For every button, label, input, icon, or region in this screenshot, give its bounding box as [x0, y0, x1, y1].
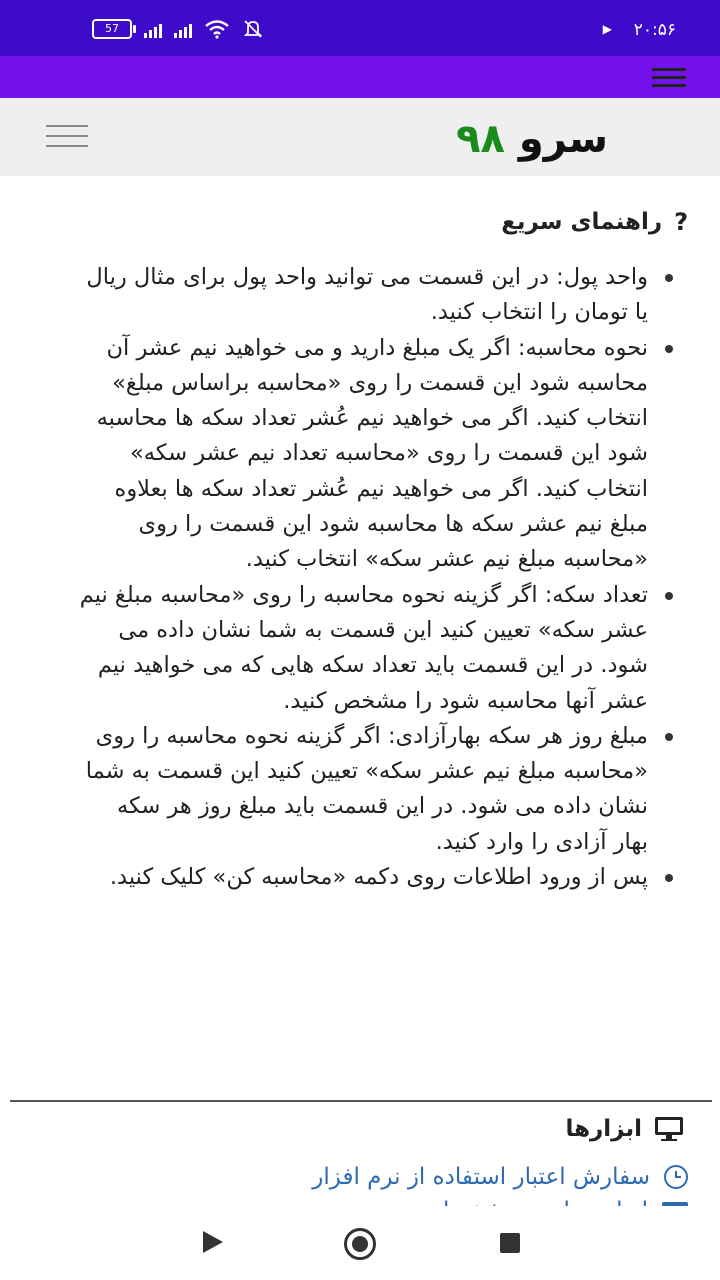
recent-apps-icon[interactable] [500, 1233, 520, 1253]
battery-level: 57 [105, 22, 119, 35]
guide-title: راهنمای سریع [501, 209, 663, 235]
signal-icon-2 [174, 20, 192, 38]
guide-item-calc-method: نحوه محاسبه: اگر یک مبلغ دارید و می خواهید نیم عشر آن محاسبه شود این قسمت را روی «محاسبه براساس مبلغ» انتخاب کنید. اگر می خواهید نیم عُشر تعداد سکه ها محاسبه شود این قسمت را روی «محاسبه تعداد نیم عشر سکه» انتخاب کنید. اگر می خواهید نیم عُشر تعداد سکه ها بعلاوه مبلغ نیم عشر سکه ها محاسبه شود این قسمت را روی «محاسبه مبلغ نیم عشر سکه» انتخاب کنید. [78, 331, 648, 578]
site-logo[interactable] [456, 116, 608, 162]
guide-item-currency: واحد پول: در این قسمت می توانید واحد پول برای مثال ریال یا تومان را انتخاب کنید. [78, 260, 648, 331]
question-icon: ? [674, 208, 688, 236]
site-header [0, 98, 720, 177]
clock-icon [664, 1165, 688, 1189]
app-bar [0, 56, 720, 98]
monitor-icon [654, 1116, 684, 1142]
back-icon[interactable] [203, 1231, 223, 1253]
section-divider [10, 1100, 712, 1102]
status-time: ۲۰:۵۶ [633, 20, 676, 40]
signal-icon [144, 20, 162, 38]
media-play-icon: ▶ [602, 22, 612, 36]
system-nav-bar [0, 1206, 720, 1280]
home-icon[interactable] [344, 1228, 376, 1260]
status-icons [92, 18, 264, 40]
tool-link-label: سفارش اعتبار استفاده از نرم افزار [312, 1164, 650, 1190]
guide-item-coin-price: مبلغ روز هر سکه بهارآزادی: اگر گزینه نحوه محاسبه را روی «محاسبه مبلغ نیم عشر سکه» تعیین کنید این قسمت به شما نشان داده می شود. در این قسمت باید مبلغ روز هر سکه بهار آزادی را وارد کنید. [78, 719, 648, 860]
guide-item-submit: پس از ورود اطلاعات روی دکمه «محاسبه کن» کلیک کنید. [78, 860, 648, 895]
guide-heading [501, 208, 688, 236]
guide-item-coin-count: تعداد سکه: اگر گزینه نحوه محاسبه را روی «محاسبه مبلغ نیم عشر سکه» تعیین کنید این قسمت به شما نشان داده می شود. در این قسمت باید تعداد سکه هایی که می خواهید نیم عشر آنها محاسبه شود را مشخص کنید. [78, 578, 648, 719]
wifi-icon [204, 19, 230, 39]
bell-muted-icon [242, 18, 264, 40]
status-bar [0, 0, 720, 56]
logo-word: سرو [518, 116, 608, 162]
page-content [0, 176, 720, 1206]
tools-heading [565, 1116, 684, 1142]
tools-title: ابزارها [565, 1116, 642, 1142]
guide-list [78, 260, 648, 895]
app-menu-icon[interactable] [652, 68, 686, 92]
tool-link-order-credit[interactable] [312, 1164, 688, 1190]
site-menu-icon[interactable] [46, 125, 88, 155]
logo-number: ۹۸ [456, 116, 505, 162]
battery-icon [92, 19, 132, 39]
